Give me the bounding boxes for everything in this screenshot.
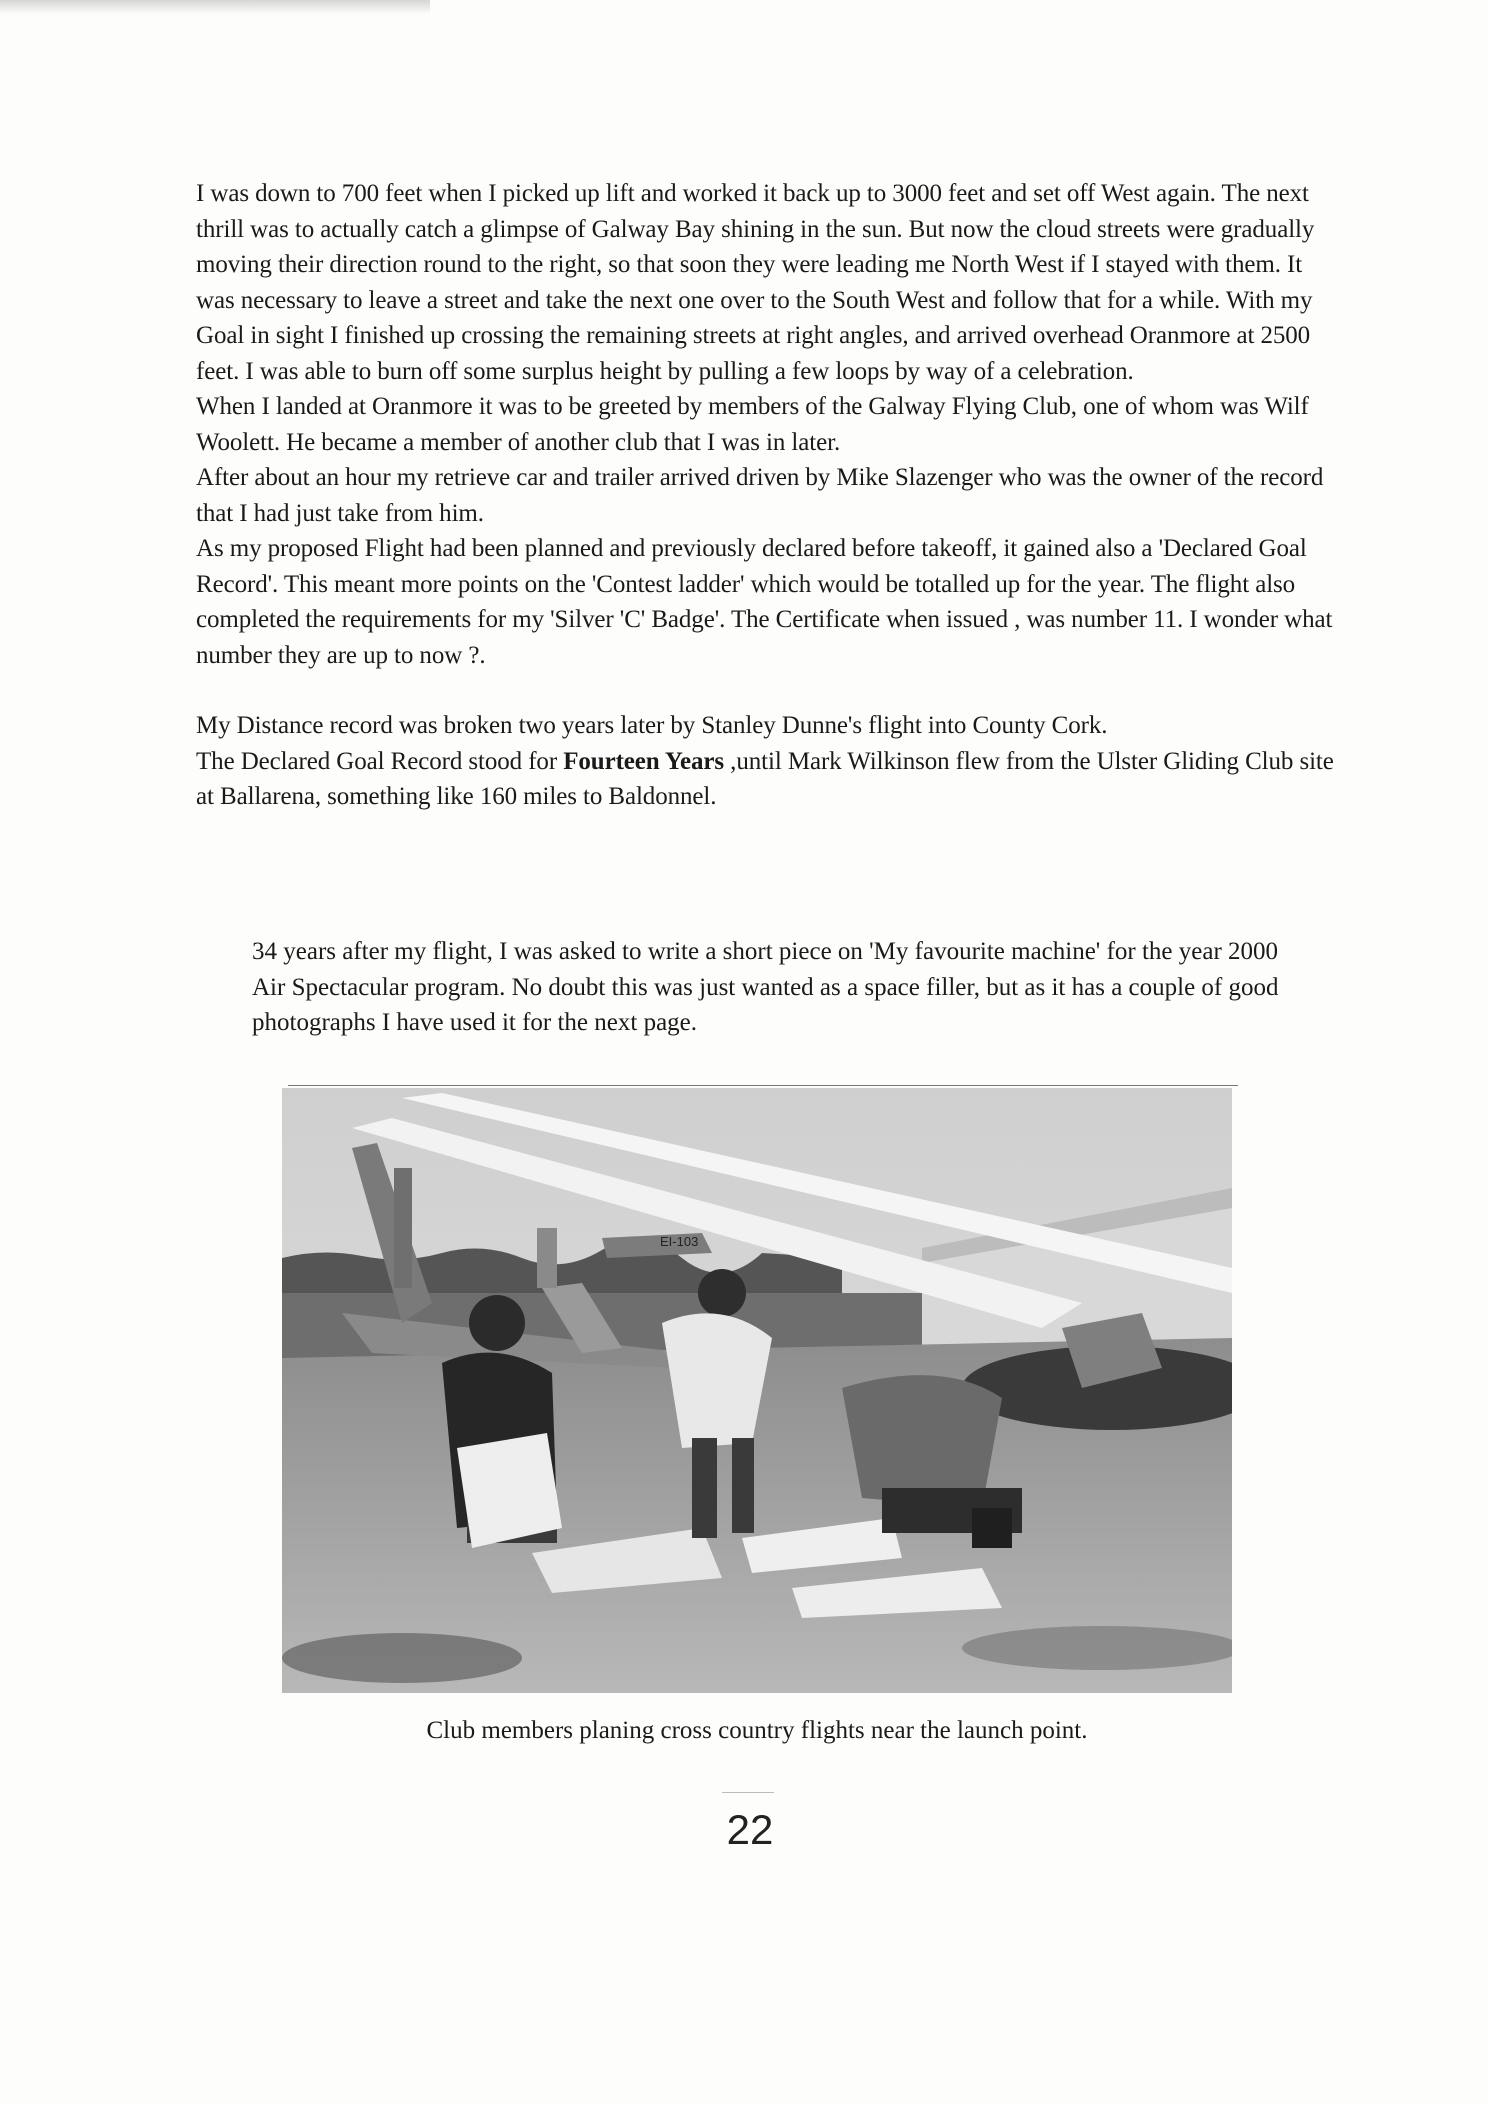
glider-photo [282, 1088, 1232, 1693]
aircraft-registration: EI-103 [660, 1234, 699, 1249]
record-text-after: ,until Mark Wilkinson flew from the Ulster Gliding Club site at Ballarena, something like 160 miles to Baldonnel. [196, 747, 1334, 810]
page-number: 22 [726, 1806, 774, 1853]
paragraph-1: I was down to 700 feet when I picked up lift and worked it back up to 3000 feet and set off West again. The next thrill was to actually catch a glimpse of Galway Bay shining in the sun. But now the cloud streets were gradually moving their direction round to the right, so that soon they were leading me North West if I stayed with them. It was necessary to leave a street and take the next one over to the South West and follow that for a while. With my Goal in sight I finished up crossing the remaining streets at right angles, and arrived overhead Oranmore at 2500 feet. I was able to burn off some surplus height by pulling a few loops by way of a celebration. [196, 180, 1315, 385]
paragraph-2: When I landed at Oranmore it was to be greeted by members of the Galway Flying Club, one of whom was Wilf Woolett. He became a member of another club that I was in later. [196, 393, 1309, 456]
paragraph-4: As my proposed Flight had been planned and previously declared before takeoff, it gained also a 'Declared Goal Record'. This meant more points on the 'Contest ladder' which would be totalled up for the year. The flight also completed the requirements for my 'Silver 'C' Badge'. The Certificate when issued , was number 11. I wonder what number they are up to now ?. [196, 535, 1333, 669]
body-text [196, 176, 1336, 815]
paragraph-5: My Distance record was broken two years later by Stanley Dunne's flight into County Cork. [196, 712, 1108, 739]
photo-caption: Club members planing cross country flights near the launch point. [426, 1717, 1088, 1744]
photo-top-rule [288, 1085, 1238, 1086]
record-text-before: The Declared Goal Record stood for [196, 747, 564, 775]
indented-paragraph [252, 934, 1292, 1041]
scan-smudge [0, 0, 430, 14]
indented-text: 34 years after my flight, I was asked to write a short piece on 'My favourite machine' for the year 2000 Air Spectacular program. No doubt this was just wanted as a space filler, but as it has a couple of good photographs I have used it for the next page. [252, 938, 1279, 1036]
page-number-rule [722, 1792, 774, 1793]
paragraph-6 [196, 744, 1336, 815]
record-text-bold: Fourteen Years [563, 747, 725, 775]
glider-photo-image [282, 1088, 1232, 1693]
paragraph-3: After about an hour my retrieve car and trailer arrived driven by Mike Slazenger who was the owner of the record that I had just take from him. [196, 464, 1324, 527]
